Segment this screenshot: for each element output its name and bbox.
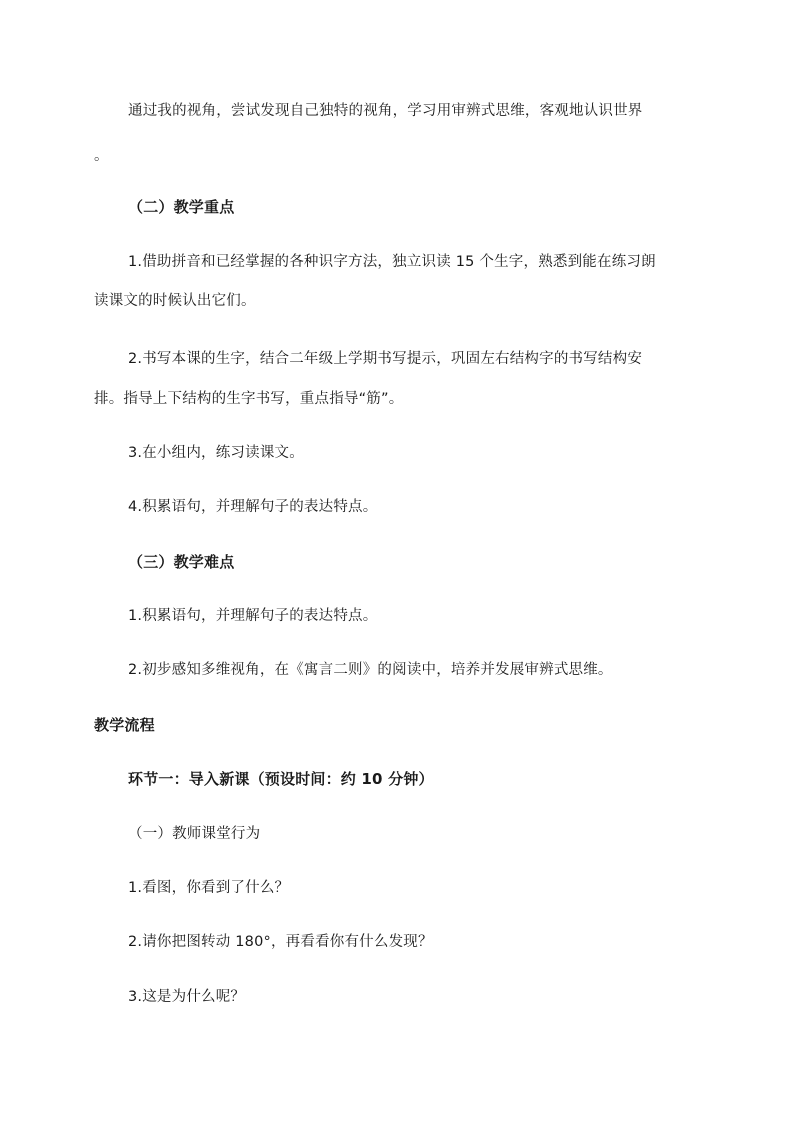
heading-teaching-focus: （二）教学重点: [128, 198, 235, 216]
focus-item-2-line-2: 排。指导上下结构的生字书写，重点指导“筋”。: [94, 391, 404, 407]
focus-item-4: 4.积累语句，并理解句子的表达特点。: [128, 499, 378, 515]
focus-item-1-line-1: 1.借助拼音和已经掌握的各种识字方法，独立识读 15 个生字，熟悉到能在练习朗: [128, 254, 656, 270]
difficulty-item-1: 1.积累语句，并理解句子的表达特点。: [128, 608, 378, 624]
heading-teaching-process: 教学流程: [94, 716, 155, 734]
paragraph-objective-line-2: 。: [94, 148, 109, 164]
focus-item-2-line-1: 2.书写本课的生字，结合二年级上学期书写提示，巩固左右结构字的书写结构安: [128, 351, 643, 367]
focus-item-3: 3.在小组内，练习读课文。: [128, 445, 304, 461]
question-1: 1.看图，你看到了什么？: [128, 880, 290, 896]
question-2: 2.请你把图转动 180°，再看看你有什么发现？: [128, 934, 433, 950]
subheading-teacher-behavior: （一）教师课堂行为: [128, 826, 261, 842]
question-3: 3.这是为什么呢？: [128, 989, 246, 1005]
heading-teaching-difficulty: （三）教学难点: [128, 553, 235, 571]
focus-item-1-line-2: 读课文的时候认出它们。: [94, 293, 256, 309]
paragraph-objective-line-1: 通过我的视角，尝试发现自己独特的视角，学习用审辨式思维，客观地认识世界: [128, 103, 643, 119]
heading-section-one: 环节一：导入新课（预设时间：约 10 分钟）: [128, 770, 434, 788]
difficulty-item-2: 2.初步感知多维视角，在《寓言二则》的阅读中，培养并发展审辨式思维。: [128, 662, 613, 678]
